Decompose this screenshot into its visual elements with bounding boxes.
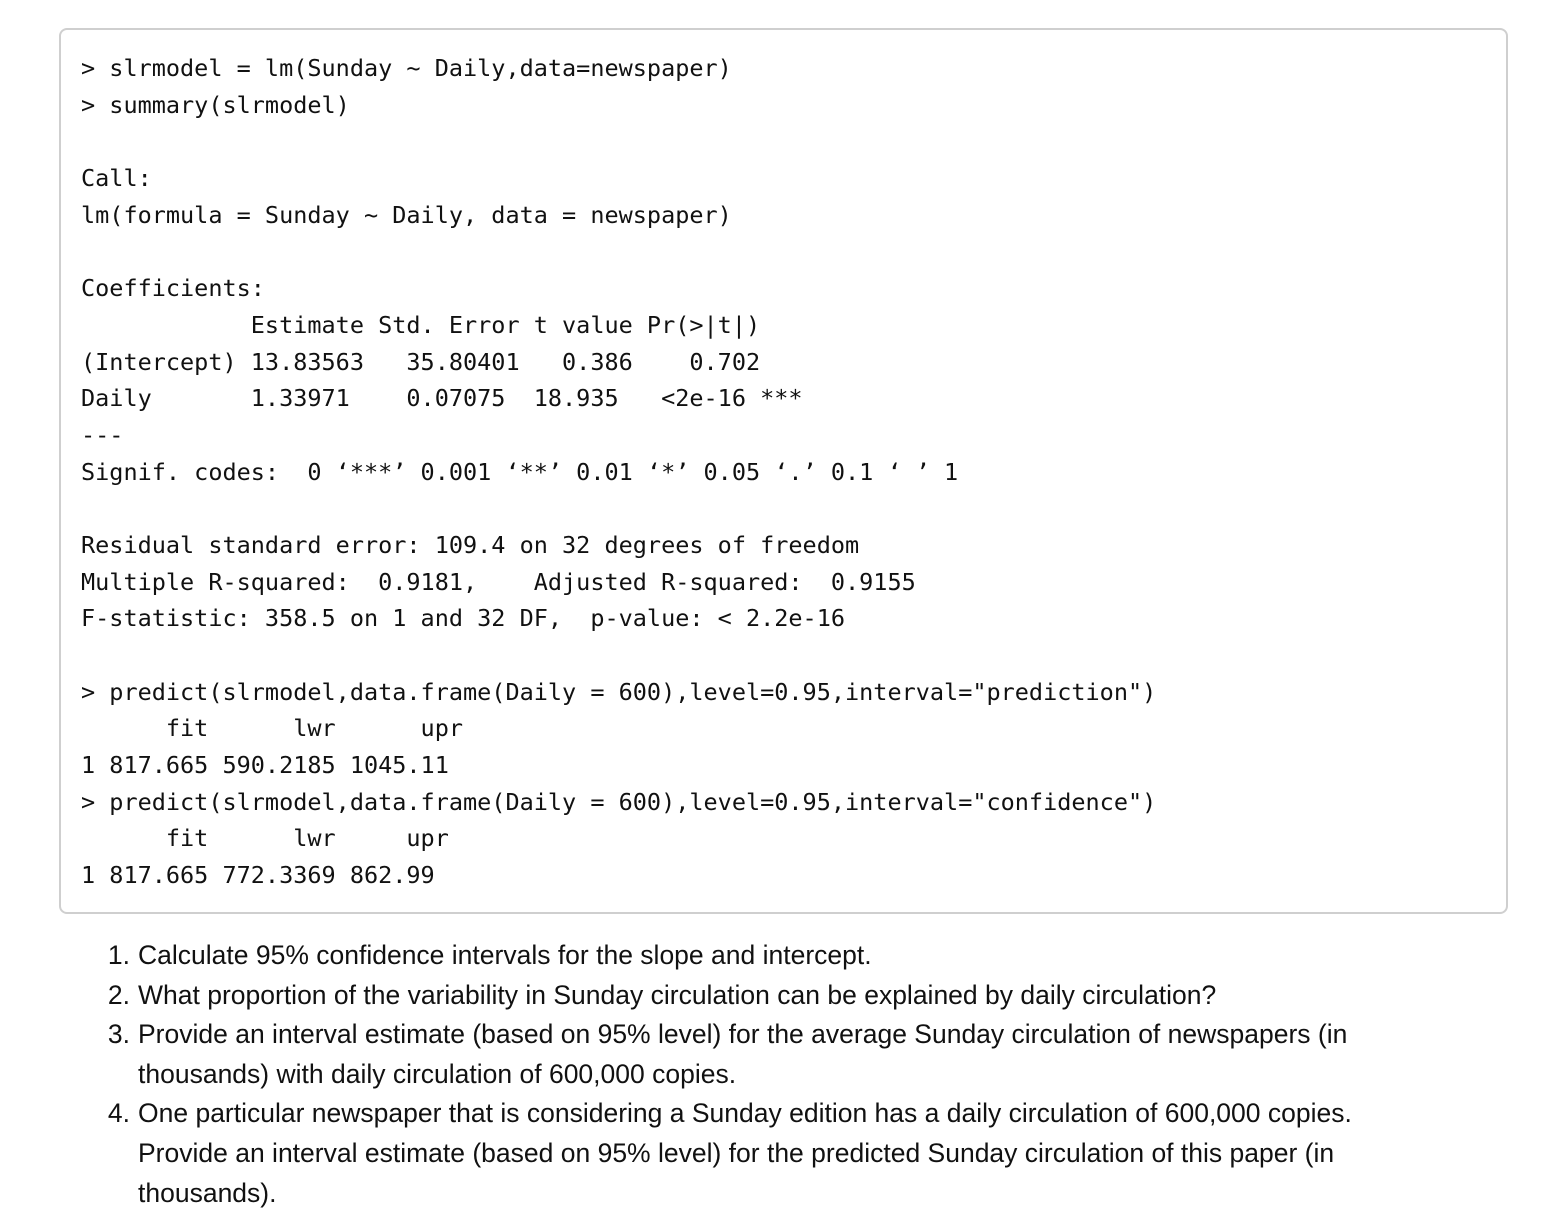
question-item (0, 936, 1500, 976)
console-line-command: > slrmodel = lm(Sunday ~ Daily,data=newspaper) (81, 54, 732, 82)
question-item (0, 976, 1500, 1016)
f-statistic-line: F-statistic: 358.5 on 1 and 32 DF, p-value: < 2.2e-16 (81, 604, 846, 633)
coefficients-table-row-intercept: (Intercept) 13.83563 35.80401 0.386 0.702 (81, 347, 761, 376)
question-number: 1. (107, 940, 130, 970)
console-line-blank (81, 123, 1156, 160)
question-item (0, 1015, 1500, 1094)
question-text: One particular newspaper that is considering a Sunday edition has a daily circulation of 600,000 copies. Provide an interval estimate (based on 95% level) for the predicted Sunday circulation of this paper (in thousands). (138, 1098, 1352, 1208)
console-line-call-formula: lm(formula = Sunday ~ Daily, data = newspaper) (81, 200, 732, 229)
console-line-separator: --- (81, 420, 124, 449)
r-squared-line: Multiple R-squared: 0.9181, Adjusted R-squared: 0.9155 (81, 567, 916, 596)
prediction-output-header: fit lwr upr (81, 714, 464, 743)
console-line-coefficients-label: Coefficients: (81, 274, 265, 303)
question-number: 2. (107, 979, 130, 1010)
prediction-output-row: 1 817.665 590.2185 1045.11 (81, 751, 449, 780)
console-line-command-prediction: > predict(slrmodel,data.frame(Daily = 600),level=0.95,interval="prediction") (81, 677, 1157, 706)
question-text: Provide an interval estimate (based on 95% level) for the average Sunday circulation of newspapers (in thousands) with daily circulation of 600,000 copies. (138, 1019, 1348, 1089)
confidence-output-row: 1 817.665 772.3369 862.99 (81, 861, 435, 890)
residual-standard-error-line: Residual standard error: 109.4 on 32 degrees of freedom (81, 530, 860, 559)
signif-codes-line: Signif. codes: 0 ‘***’ 0.001 ‘**’ 0.01 ‘*’ 0.05 ‘.’ 0.1 ‘ ’ 1 (81, 457, 959, 486)
console-line-blank (81, 637, 1156, 674)
console-line-call-label: Call: (81, 164, 152, 193)
question-number: 4. (107, 1098, 130, 1129)
console-line-command-confidence: > predict(slrmodel,data.frame(Daily = 600),level=0.95,interval="confidence") (81, 787, 1157, 816)
question-text: What proportion of the variability in Sunday circulation can be explained by daily circulation? (138, 979, 1217, 1010)
r-console-output (59, 28, 1508, 914)
question-text: Calculate 95% confidence intervals for the slope and intercept. (138, 940, 872, 970)
code-block (81, 50, 1156, 894)
console-line-blank (81, 490, 1156, 527)
questions-list (0, 936, 1500, 1213)
console-line-blank (81, 233, 1156, 270)
coefficients-table-header: Estimate Std. Error t value Pr(>|t|) (81, 310, 761, 339)
question-item (0, 1094, 1500, 1213)
confidence-output-header: fit lwr upr (81, 824, 449, 853)
console-line-command: > summary(slrmodel) (81, 90, 350, 119)
question-number: 3. (107, 1019, 130, 1050)
coefficients-table-row-daily: Daily 1.33971 0.07075 18.935 <2e-16 *** (81, 384, 803, 413)
